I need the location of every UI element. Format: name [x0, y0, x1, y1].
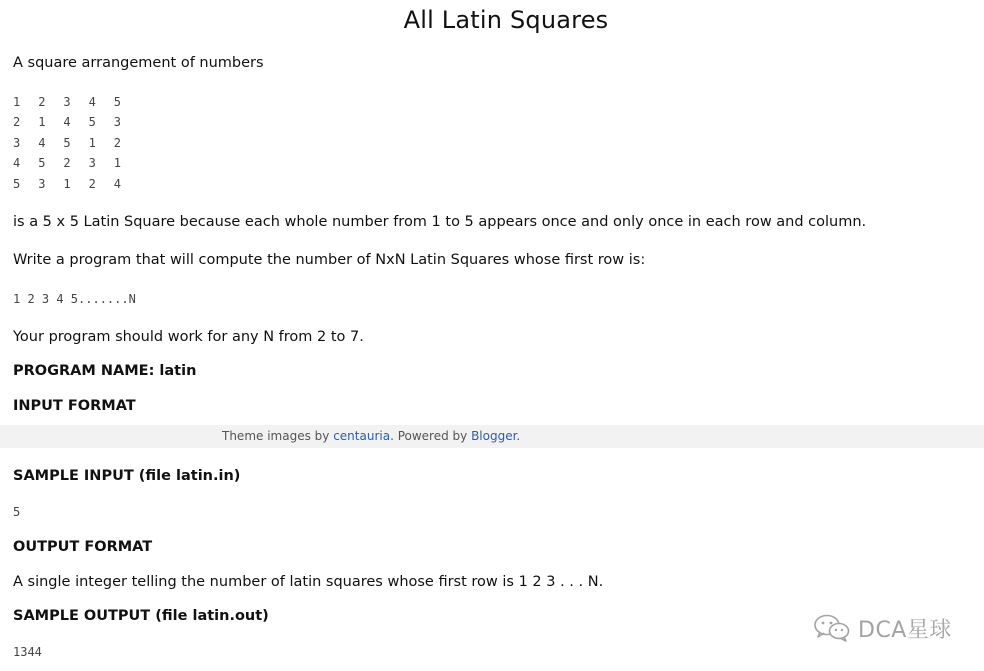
theme-author-link[interactable]: centauria [333, 429, 391, 443]
latin-square-cell: 5 [88, 115, 96, 130]
latin-square-cell: 2 [13, 115, 21, 130]
latin-square-cell: 3 [113, 115, 121, 130]
latin-square-cell: 4 [38, 135, 46, 150]
latin-square-cell: 2 [63, 156, 71, 171]
latin-square-cell: 3 [38, 176, 46, 191]
sample-input-heading: SAMPLE INPUT (file latin.in) [13, 468, 241, 484]
latin-square-cell: 4 [63, 115, 71, 130]
latin-square-row [13, 174, 139, 194]
range-note: Your program should work for any N from 2 to 7. [13, 329, 364, 345]
input-format-heading: INPUT FORMAT [13, 398, 136, 414]
latin-square-cell: 1 [13, 95, 21, 109]
latin-square-row [13, 112, 139, 132]
watermark-text: DCA星球 [858, 617, 952, 643]
output-format-text: A single integer telling the number of latin squares whose first row is 1 2 3 . . . N. [13, 574, 604, 590]
latin-square-cell: 1 [63, 176, 71, 191]
wechat-icon [812, 613, 852, 643]
latin-square-cell: 1 [38, 115, 46, 130]
footer-prefix: Theme images by [222, 429, 334, 443]
latin-square-cell: 3 [88, 156, 96, 171]
latin-square-cell: 3 [63, 95, 71, 109]
latin-square-cell: 2 [38, 95, 46, 109]
latin-square-cell: 2 [88, 176, 96, 191]
sample-output-code: 1344 [13, 645, 42, 659]
latin-square-cell: 3 [13, 135, 21, 150]
latin-square-cell: 5 [113, 95, 121, 109]
first-row-code: 1 2 3 4 5.......N [13, 292, 136, 306]
latin-square-cell: 4 [88, 95, 96, 109]
latin-square-grid [13, 92, 139, 194]
watermark [812, 612, 952, 644]
latin-square-cell: 1 [113, 156, 121, 171]
program-name-heading: PROGRAM NAME: latin [13, 363, 197, 379]
clipped-text-fragment [13, 447, 213, 450]
latin-square-row [13, 92, 139, 112]
sample-input-code: 5 [13, 505, 21, 519]
blog-footer [0, 425, 984, 448]
latin-square-cell: 4 [13, 156, 21, 171]
latin-square-row [13, 153, 139, 173]
latin-square-cell: 4 [113, 176, 121, 191]
task-text: Write a program that will compute the number of NxN Latin Squares whose first row is: [13, 252, 646, 268]
latin-square-cell: 5 [38, 156, 46, 171]
output-format-heading: OUTPUT FORMAT [13, 539, 153, 555]
latin-square-cell: 5 [63, 135, 71, 150]
intro-text: A square arrangement of numbers [13, 55, 264, 71]
latin-square-row [13, 133, 139, 153]
latin-square-cell: 2 [113, 135, 121, 150]
latin-square-cell: 5 [13, 176, 21, 191]
footer-suffix: . [516, 429, 521, 443]
latin-square-cell: 1 [88, 135, 96, 150]
footer-attribution [222, 429, 520, 443]
footer-middle: . Powered by [390, 429, 472, 443]
explanation-text: is a 5 x 5 Latin Square because each whole number from 1 to 5 appears once and only once in each row and column. [13, 214, 867, 230]
sample-output-heading: SAMPLE OUTPUT (file latin.out) [13, 608, 269, 624]
blogger-link[interactable]: Blogger [471, 429, 517, 443]
page-title: All Latin Squares [403, 6, 609, 34]
